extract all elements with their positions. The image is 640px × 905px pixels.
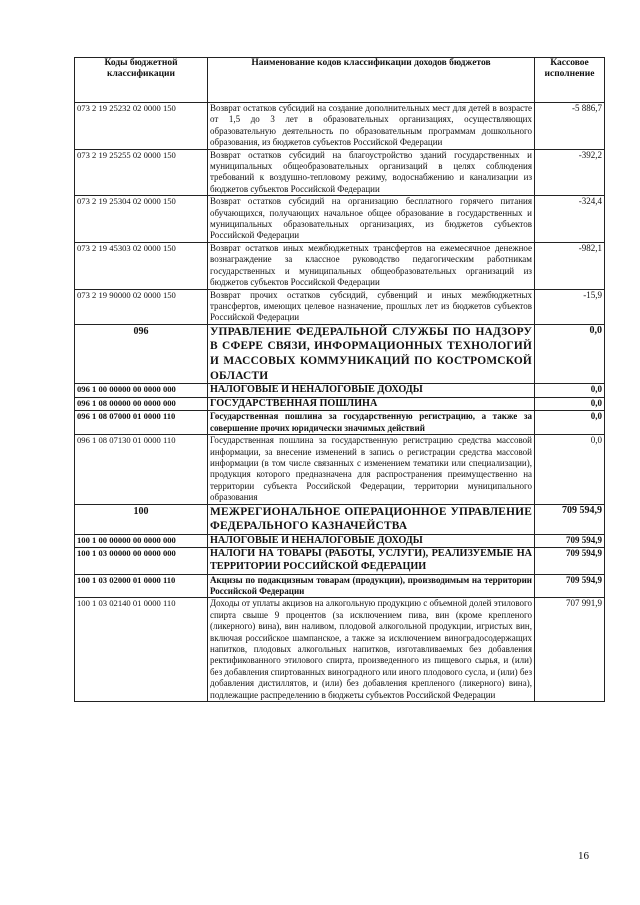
classification-code: 100 1 03 02140 01 0000 110 xyxy=(75,598,208,702)
classification-name: Возврат остатков субсидий на создание дополнительных мест для детей в возрасте от 1,5 до 3 лет в образовательных организациях, осуществляющих образовательную деятельность по образовательным программам дошкольного образования, из бюджетов субъектов Российской Федерации xyxy=(208,103,535,150)
cash-execution-amount: 709 594,9 xyxy=(535,548,605,574)
classification-name: Доходы от уплаты акцизов на алкогольную продукцию с объемной долей этилового спирта свыше 9 процентов (за исключением пива, вин (кроме крепленого (ликерного) вина), вин наливом, плодовой алкогольной продукции, игристых вин, включая российское шампанское, а также за исключением виноградосодержащих напитков, плодовых алкогольных напитков, изготавливаемых без добавления ректификованного этилового спирта, произведенного из пищевого сырья, и (или) без добавления спиртованных виноградного или иного плодового сусла, и (или) без добавления дистиллятов, и (или) без добавления крепленого (ликерного) вина), подлежащие распределению в бюджеты субъектов Российской Федерации xyxy=(208,598,535,702)
classification-name: Государственная пошлина за государственную регистрацию, а также за совершение прочих юридически значимых действий xyxy=(208,411,535,435)
cash-execution-amount: 0,0 xyxy=(535,324,605,383)
table-row xyxy=(75,196,605,243)
table-row xyxy=(75,242,605,289)
classification-code: 100 1 03 00000 00 0000 000 xyxy=(75,548,208,574)
classification-code: 096 1 08 07130 01 0000 110 xyxy=(75,435,208,504)
cash-execution-amount: 0,0 xyxy=(535,411,605,435)
cash-execution-amount: 709 594,9 xyxy=(535,504,605,534)
page-number: 16 xyxy=(578,850,589,862)
classification-code: 100 xyxy=(75,504,208,534)
classification-name: МЕЖРЕГИОНАЛЬНОЕ ОПЕРАЦИОННОЕ УПРАВЛЕНИЕ ФЕДЕРАЛЬНОГО КАЗНАЧЕЙСТВА xyxy=(208,504,535,534)
classification-code: 096 1 08 00000 00 0000 000 xyxy=(75,397,208,411)
table-row xyxy=(75,534,605,548)
classification-name: Возврат остатков субсидий на благоустройство зданий государственных и муниципальных общеобразовательных организаций в целях соблюдения требований к воздушно-тепловому режиму, водоснабжению и канализации из бюджетов субъектов Российской Федерации xyxy=(208,149,535,196)
cash-execution-amount: 707 991,9 xyxy=(535,598,605,702)
cash-execution-amount: 709 594,9 xyxy=(535,534,605,548)
cash-execution-amount: -324,4 xyxy=(535,196,605,243)
cash-execution-amount: 0,0 xyxy=(535,384,605,398)
table-row xyxy=(75,149,605,196)
cash-execution-amount: 709 594,9 xyxy=(535,574,605,598)
budget-revenue-table xyxy=(74,57,605,702)
header-code: Коды бюджетной классификации xyxy=(75,58,208,103)
classification-name: Возврат прочих остатков субсидий, субвенций и иных межбюджетных трансфертов, имеющих целевое назначение, прошлых лет из бюджетов субъектов Российской Федерации xyxy=(208,289,535,324)
classification-code: 073 2 19 90000 02 0000 150 xyxy=(75,289,208,324)
classification-code: 096 1 00 00000 00 0000 000 xyxy=(75,384,208,398)
classification-code: 073 2 19 25304 02 0000 150 xyxy=(75,196,208,243)
classification-name: НАЛОГОВЫЕ И НЕНАЛОГОВЫЕ ДОХОДЫ xyxy=(208,384,535,398)
cash-execution-amount: -15,9 xyxy=(535,289,605,324)
classification-code: 073 2 19 25255 02 0000 150 xyxy=(75,149,208,196)
table-row xyxy=(75,435,605,504)
table-row xyxy=(75,103,605,150)
classification-name: ГОСУДАРСТВЕННАЯ ПОШЛИНА xyxy=(208,397,535,411)
classification-code: 096 1 08 07000 01 0000 110 xyxy=(75,411,208,435)
table-row xyxy=(75,574,605,598)
classification-name: Акцизы по подакцизным товарам (продукции), производимым на территории Российской Федерации xyxy=(208,574,535,598)
classification-code: 100 1 00 00000 00 0000 000 xyxy=(75,534,208,548)
table-row xyxy=(75,384,605,398)
cash-execution-amount: -982,1 xyxy=(535,242,605,289)
table-body xyxy=(75,103,605,702)
classification-name: УПРАВЛЕНИЕ ФЕДЕРАЛЬНОЙ СЛУЖБЫ ПО НАДЗОРУ В СФЕРЕ СВЯЗИ, ИНФОРМАЦИОННЫХ ТЕХНОЛОГИЙ И МАССОВЫХ КОММУНИКАЦИЙ ПО КОСТРОМСКОЙ ОБЛАСТИ xyxy=(208,324,535,383)
classification-name: Возврат остатков иных межбюджетных трансфертов на ежемесячное денежное вознаграждение за классное руководство педагогическим работникам государственных и муниципальных общеобразовательных организаций из бюджетов субъектов Российской Федерации xyxy=(208,242,535,289)
table-row xyxy=(75,548,605,574)
cash-execution-amount: 0,0 xyxy=(535,397,605,411)
table-row xyxy=(75,289,605,324)
classification-name: НАЛОГОВЫЕ И НЕНАЛОГОВЫЕ ДОХОДЫ xyxy=(208,534,535,548)
table-row xyxy=(75,504,605,534)
cash-execution-amount: -392,2 xyxy=(535,149,605,196)
classification-code: 073 2 19 45303 02 0000 150 xyxy=(75,242,208,289)
classification-code: 073 2 19 25232 02 0000 150 xyxy=(75,103,208,150)
classification-code: 100 1 03 02000 01 0000 110 xyxy=(75,574,208,598)
header-amount: Кассовое исполнение xyxy=(535,58,605,103)
classification-code: 096 xyxy=(75,324,208,383)
classification-name: Возврат остатков субсидий на организацию бесплатного горячего питания обучающихся, получающих начальное общее образование в государственных и муниципальных образовательных организациях, из бюджетов субъектов Российской Федерации xyxy=(208,196,535,243)
table-row xyxy=(75,411,605,435)
table-header-row xyxy=(75,58,605,103)
table-row xyxy=(75,397,605,411)
header-name: Наименование кодов классификации доходов бюджетов xyxy=(208,58,535,103)
cash-execution-amount: 0,0 xyxy=(535,435,605,504)
cash-execution-amount: -5 886,7 xyxy=(535,103,605,150)
classification-name: Государственная пошлина за государственную регистрацию средства массовой информации, за внесение изменений в запись о регистрации средства массовой информации (в том числе связанных с изменением тематики или специализации), продукция которого предназначена для распространения преимущественно на территории субъекта Российской Федерации, территории муниципального образования xyxy=(208,435,535,504)
table-row xyxy=(75,324,605,383)
table-row xyxy=(75,598,605,702)
classification-name: НАЛОГИ НА ТОВАРЫ (РАБОТЫ, УСЛУГИ), РЕАЛИЗУЕМЫЕ НА ТЕРРИТОРИИ РОССИЙСКОЙ ФЕДЕРАЦИИ xyxy=(208,548,535,574)
